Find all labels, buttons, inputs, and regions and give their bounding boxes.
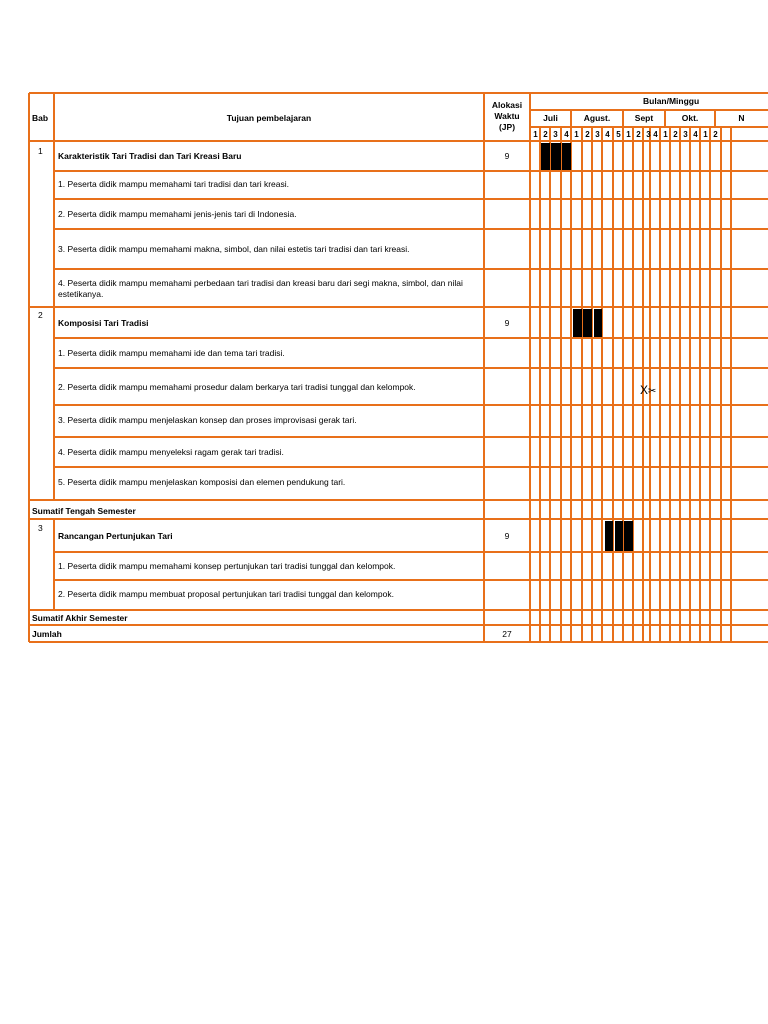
schedule-bar-chapter-1 bbox=[541, 143, 550, 170]
week-label: 2 bbox=[543, 130, 548, 139]
col-header-alokasi-2: Waktu bbox=[494, 111, 520, 121]
chapter-1-item-2: 2. Peserta didik mampu memahami jenis-jenis tari di Indonesia. bbox=[58, 209, 297, 219]
chapter-3-item-2: 2. Peserta didik mampu membuat proposal pertunjukan tari tradisi tunggal dan kelompok. bbox=[58, 589, 394, 599]
week-label: 2 bbox=[713, 130, 718, 139]
chapter-3-number: 3 bbox=[38, 523, 43, 533]
sumatif-akhir-label: Sumatif Akhir Semester bbox=[32, 613, 128, 623]
chapter-2-item-5: 5. Peserta didik mampu menjelaskan komposisi dan elemen pendukung tari. bbox=[58, 477, 346, 487]
month-label: Agust. bbox=[583, 113, 611, 123]
week-label: 1 bbox=[663, 130, 668, 139]
week-label: 1 bbox=[703, 130, 708, 139]
schedule-bar-chapter-1 bbox=[562, 143, 571, 170]
week-label: 4 bbox=[653, 130, 658, 139]
chapter-2-item-2: 2. Peserta didik mampu memahami prosedur dalam berkarya tari tradisi tunggal dan kelompok. bbox=[58, 382, 416, 392]
schedule-bar-chapter-2 bbox=[583, 309, 592, 337]
month-label: Sept bbox=[634, 113, 654, 123]
chapter-2-jp: 9 bbox=[504, 318, 510, 328]
week-label: 2 bbox=[636, 130, 641, 139]
jumlah-label: Jumlah bbox=[32, 629, 62, 639]
week-label: 2 bbox=[585, 130, 590, 139]
schedule-bar-chapter-3 bbox=[624, 521, 633, 551]
midterm-x-mark: X bbox=[640, 383, 649, 397]
week-label: 2 bbox=[673, 130, 678, 139]
chapter-2-item-3: 3. Peserta didik mampu menjelaskan konsep dan proses improvisasi gerak tari. bbox=[58, 415, 357, 425]
chapter-1-number: 1 bbox=[38, 146, 43, 156]
chapter-2-title: Komposisi Tari Tradisi bbox=[58, 318, 149, 328]
schedule-bar-chapter-2 bbox=[594, 309, 602, 337]
week-label: 1 bbox=[574, 130, 579, 139]
week-label: 3 bbox=[553, 130, 558, 139]
chapter-3-item-1: 1. Peserta didik mampu memahami konsep pertunjukan tari tradisi tunggal dan kelompok. bbox=[58, 561, 396, 571]
chapter-2-item-4: 4. Peserta didik mampu menyeleksi ragam gerak tari tradisi. bbox=[58, 447, 284, 457]
month-label: Okt. bbox=[681, 113, 699, 123]
month-label: N bbox=[738, 113, 745, 123]
week-label: 4 bbox=[605, 130, 610, 139]
month-label: Juli bbox=[543, 113, 558, 123]
schedule-bar-chapter-2 bbox=[573, 309, 582, 337]
chapter-1-item-4: 4. Peserta didik mampu memahami perbedaan tari tradisi dan kreasi baru dari segi makna, simbol, dan nilai estetikanya. bbox=[58, 278, 463, 299]
week-label: 5 bbox=[616, 130, 621, 139]
sumatif-tengah-label: Sumatif Tengah Semester bbox=[32, 506, 136, 516]
week-label: 3 bbox=[646, 130, 651, 139]
col-header-alokasi-3: (JP) bbox=[498, 122, 516, 132]
midterm-scissors-mark: ✂ bbox=[648, 386, 657, 397]
schedule-bar-chapter-3 bbox=[615, 521, 623, 551]
chapter-3-title: Rancangan Pertunjukan Tari bbox=[58, 531, 173, 541]
week-label: 1 bbox=[626, 130, 631, 139]
chapter-1-item-3: 3. Peserta didik mampu memahami makna, simbol, dan nilai estetis tari tradisi dan tari kreasi. bbox=[58, 244, 410, 254]
chapter-1-jp: 9 bbox=[504, 151, 510, 161]
schedule-bar-chapter-3 bbox=[605, 521, 613, 551]
chapter-2-item-1: 1. Peserta didik mampu memahami ide dan tema tari tradisi. bbox=[58, 348, 285, 358]
week-label: 3 bbox=[595, 130, 600, 139]
chapter-1-item-1: 1. Peserta didik mampu memahami tari tradisi dan tari kreasi. bbox=[58, 179, 290, 189]
chapter-1-title: Karakteristik Tari Tradisi dan Tari Kreasi Baru bbox=[58, 151, 242, 161]
week-label: 4 bbox=[693, 130, 698, 139]
col-header-bulan-minggu: Bulan/Minggu bbox=[643, 96, 700, 106]
schedule-bar-chapter-1 bbox=[551, 143, 561, 170]
col-header-alokasi-1: Alokasi bbox=[491, 100, 523, 110]
week-label: 3 bbox=[683, 130, 688, 139]
col-header-bab: Bab bbox=[32, 113, 49, 123]
week-label: 1 bbox=[533, 130, 538, 139]
jumlah-value: 27 bbox=[502, 629, 512, 639]
chapter-2-number: 2 bbox=[38, 310, 43, 320]
week-label: 4 bbox=[564, 130, 569, 139]
col-header-tujuan: Tujuan pembelajaran bbox=[226, 113, 312, 123]
chapter-3-jp: 9 bbox=[504, 531, 510, 541]
